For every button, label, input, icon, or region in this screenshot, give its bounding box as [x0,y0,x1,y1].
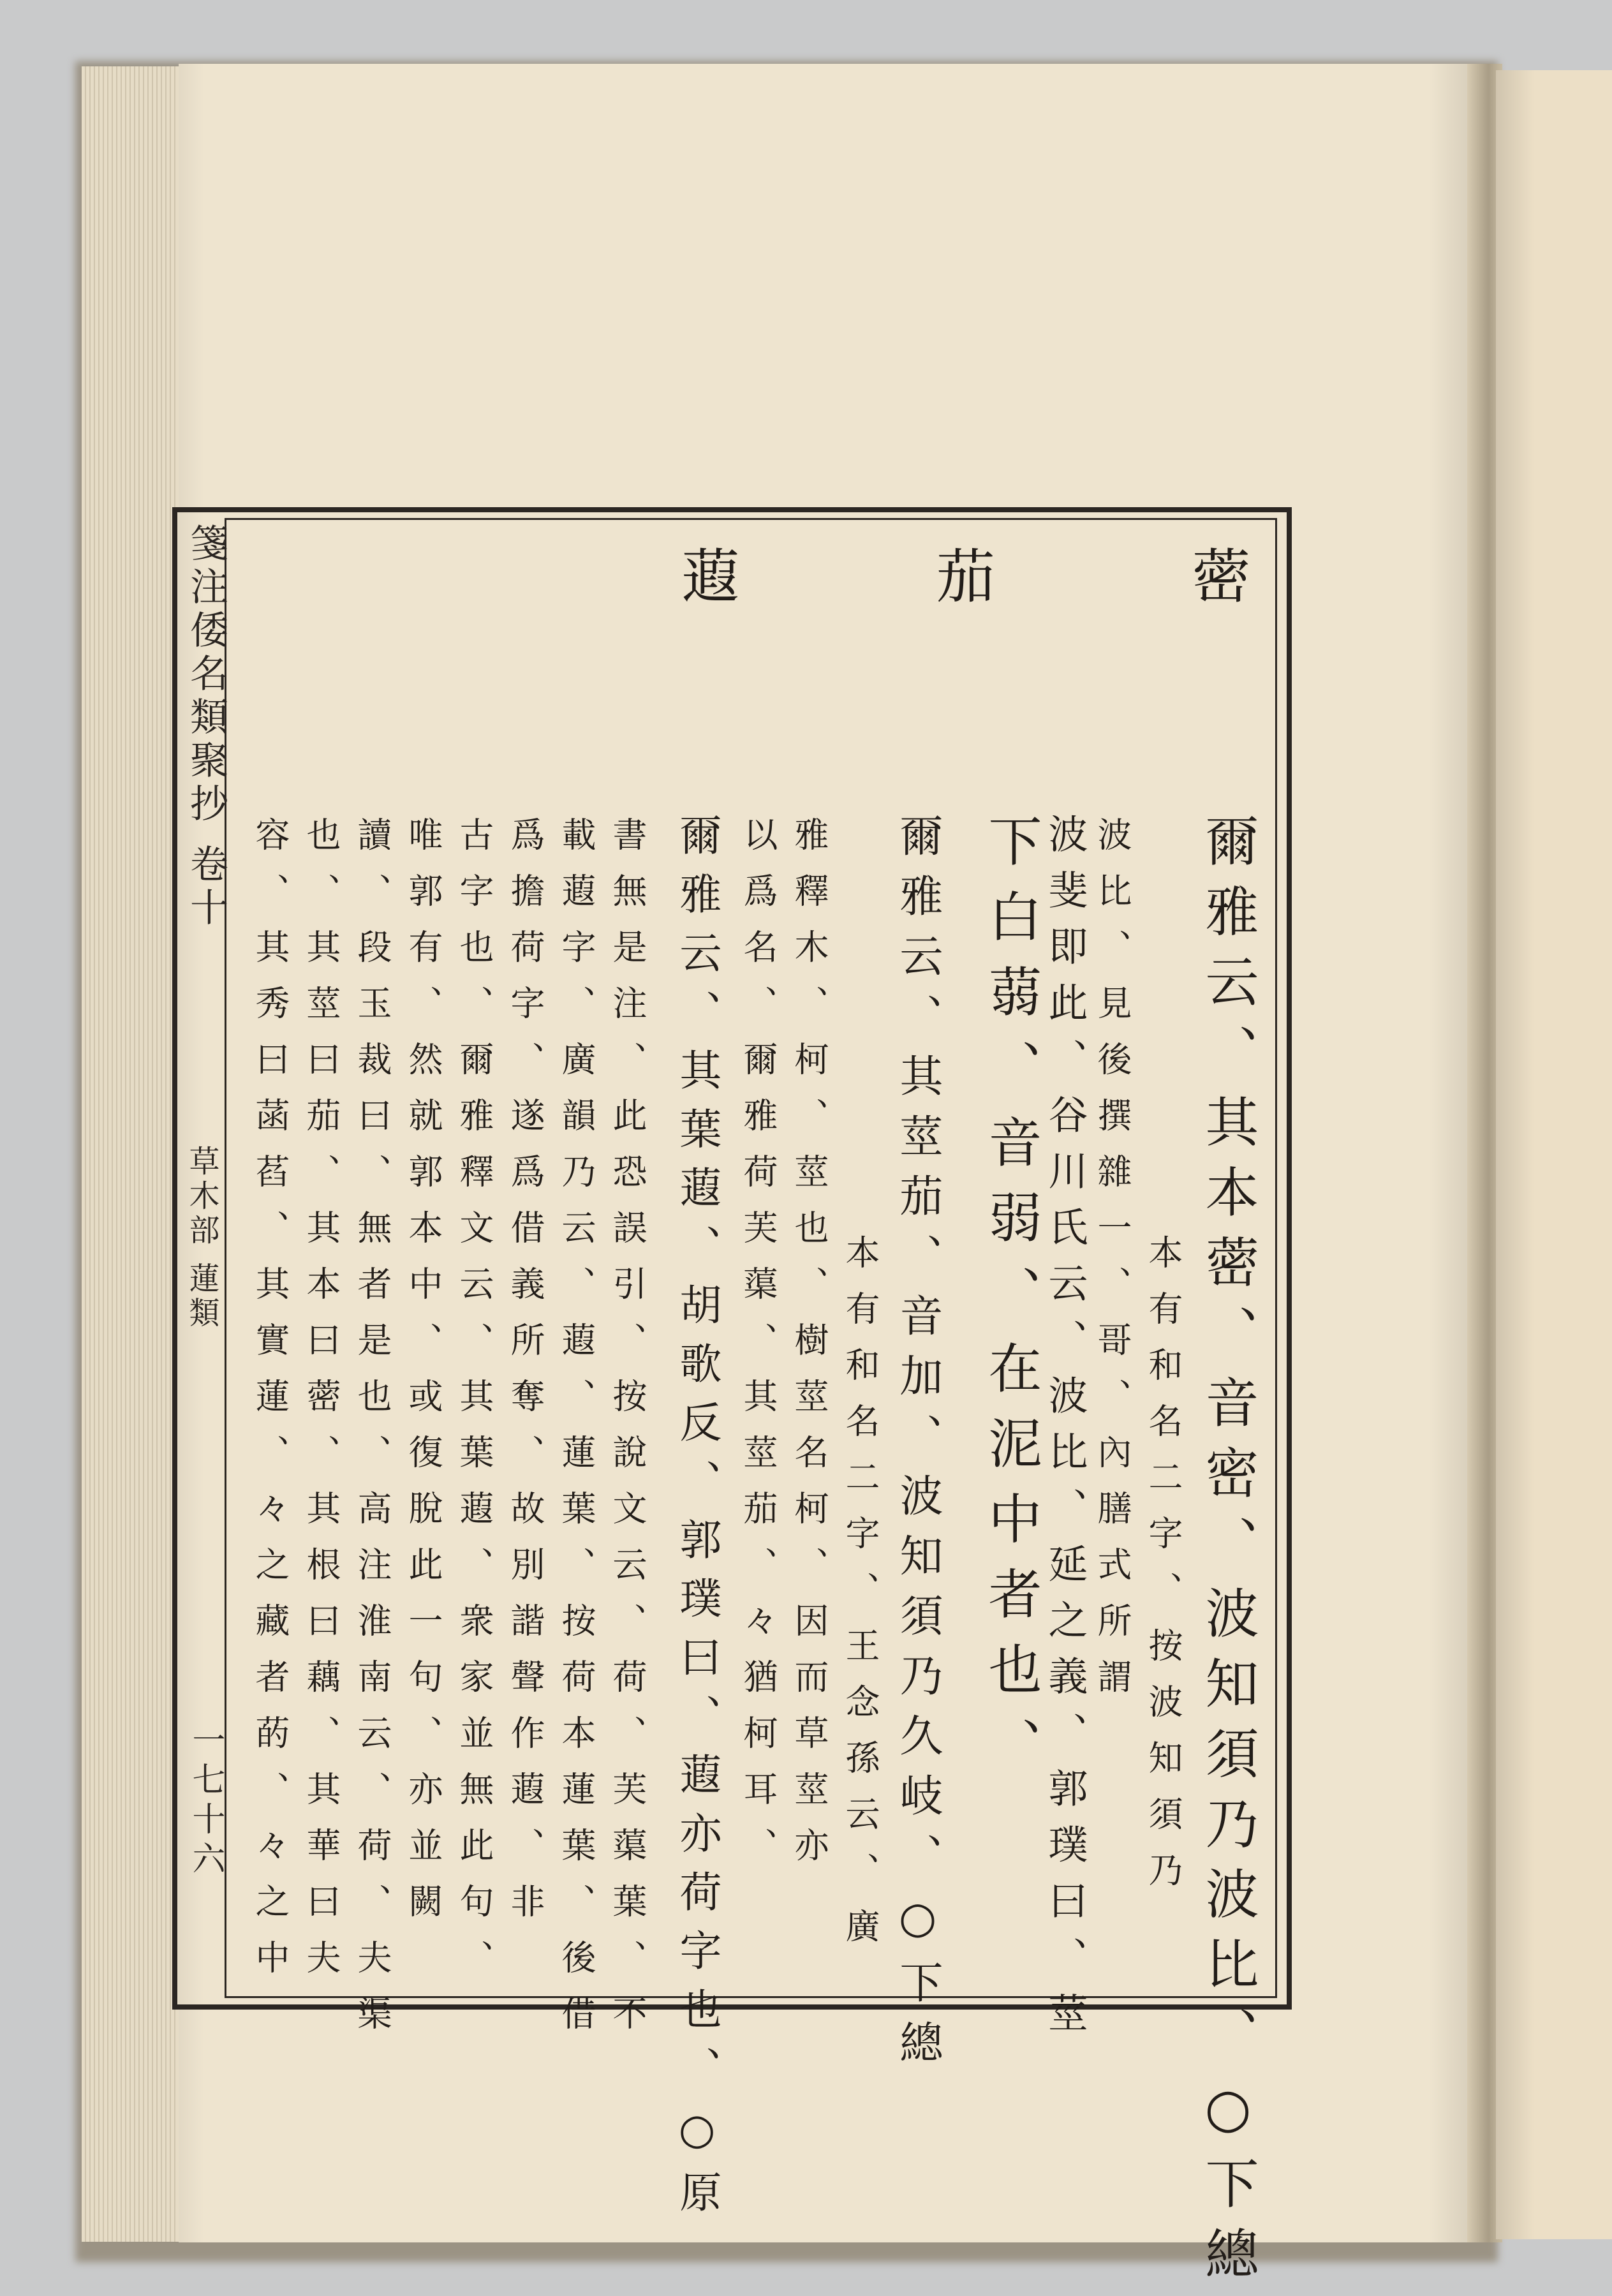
text-column-14: 古字也、爾雅釋文云、其葉蕸、衆家並無此句、 [454,817,494,1996]
text-column-9: 以爲名、爾雅荷芙蕖、其莖茄、々猶柯耳、 [738,817,778,1883]
margin-book-title: 箋注倭名類聚抄 卷十 [184,523,228,931]
text-column-17: 也、其莖曰茄、其本曰蔤、其根曰藕、其華曰夫 [301,817,341,1996]
text-column-15: 唯郭有、然就郭本中、或復脫此一句、亦並闕 [403,817,443,1939]
text-column-13: 爲擔荷字、遂爲借義所奪、故別諧聲作蕸、非 [505,817,545,1939]
text-column-1: 爾雅云、其本蔤、音密、波知須乃波比、○下總 [1197,813,1259,2296]
text-column-7: 本有和名二字、王念孫云、廣 [840,1234,880,1964]
text-column-18: 容、其秀曰菡萏、其實蓮、々之藏者菂、々之中 [250,817,290,1996]
folio-number: 一七十六 [186,1722,225,1881]
text-column-5: 下白蒻、音弱、在泥中者也、 [980,813,1042,1792]
text-column-8: 雅釋木、柯、莖也、樹莖名柯、因而草莖亦 [789,817,829,1883]
heading-ka2: 蕸 [672,545,740,617]
text-column-2: 本有和名二字、按波知須乃 [1143,1234,1183,1908]
text-column-6: 爾雅云、其莖茄、音加、波知須乃久岐、○下總 [892,813,943,2080]
text-column-12: 載蕸字、廣韻乃云、蕸、蓮葉、按荷本蓮葉、後借 [556,817,596,2052]
page-edges [82,66,187,2242]
facing-page [1496,70,1612,2239]
text-column-16: 讀、段玉裁曰、無者是也、高注淮南云、荷、夫渠 [352,817,392,2052]
heading-ka: 茄 [927,545,995,617]
text-column-4: 波斐即此、谷川氏云、波比、延之義、郭璞曰、莖 [1042,813,1088,2048]
text-column-3: 波比、見後撰雜一、哥、內膳式所謂 [1092,817,1132,1715]
text-column-11: 書無是注、此恐誤引、按說文云、荷、芙蕖葉、不 [607,817,647,2052]
margin-section-label: 草木部 蓮類 [184,1145,219,1331]
heading-mi: 蔤 [1182,545,1250,617]
text-column-10: 爾雅云、其葉蕸、胡歌反、郭璞曰、蕸亦荷字也、○原 [672,813,721,2229]
